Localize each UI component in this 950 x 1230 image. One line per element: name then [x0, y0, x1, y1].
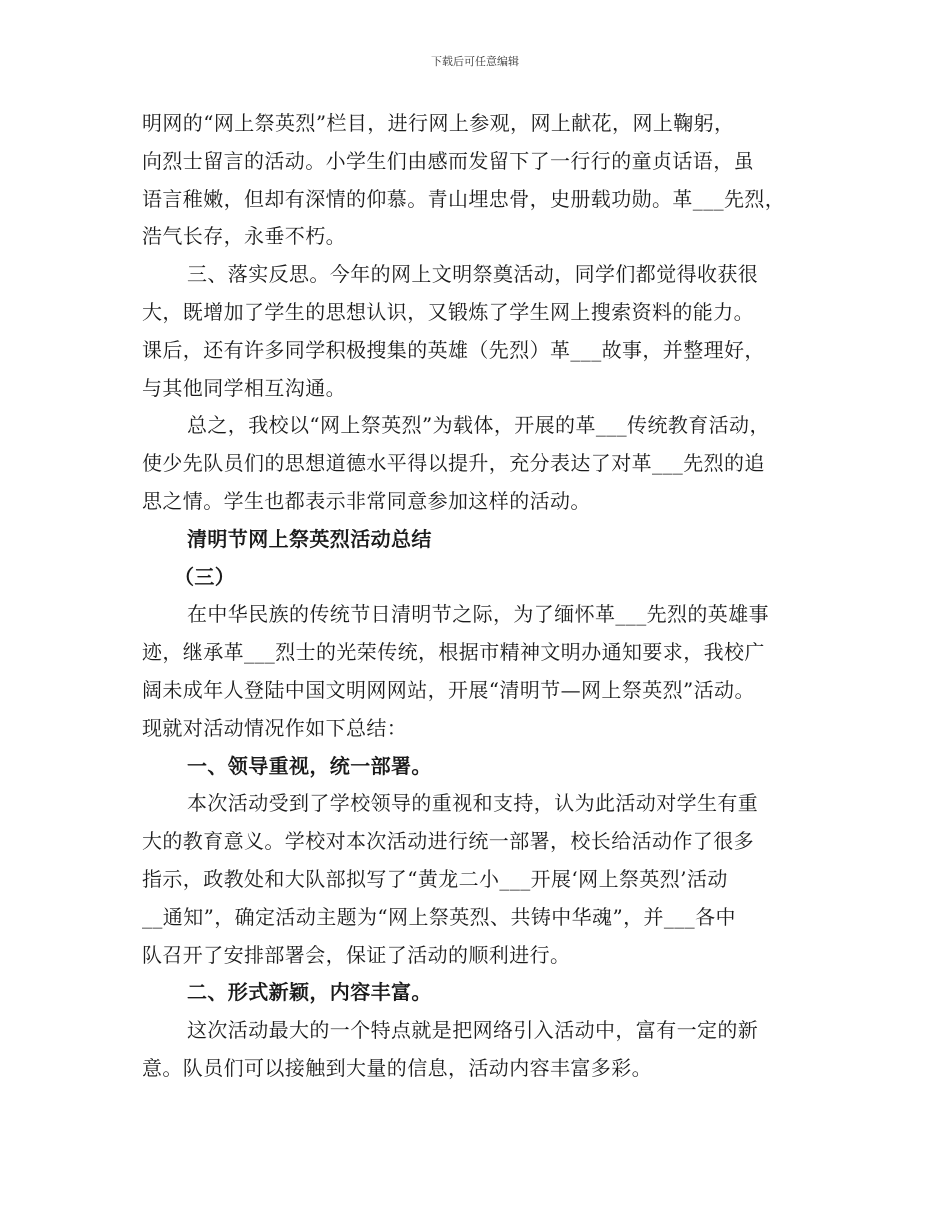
text-line: 向烈士留言的活动。小学生们由感而发留下了一行行的童贞话语，虽	[142, 148, 754, 173]
text-line: 语言稚嫩，但却有深情的仰慕。青山埋忠骨，史册载功勋。革___先烈，	[142, 186, 786, 211]
text-line: 意。队员们可以接触到大量的信息，活动内容丰富多彩。	[142, 1055, 652, 1080]
text-line: 思之情。学生也都表示非常同意参加这样的活动。	[142, 488, 591, 513]
text-line: 明网的“网上祭英烈”栏目，进行网上参观，网上献花，网上鞠躬，	[142, 111, 735, 135]
text-line: 使少先队员们的思想道德水平得以提升，充分表达了对革___先烈的追	[142, 451, 765, 476]
text-line: 大，既增加了学生的思想认识，又锻炼了学生网上搜索资料的能力。	[142, 299, 754, 324]
section-subtitle: （三）	[174, 564, 236, 589]
text-line: 指示，政教处和大队部拟写了“黄龙二小___开展‘网上祭英烈’活动	[142, 866, 728, 891]
page-header: 下载后可任意编辑	[431, 55, 519, 68]
text-line: 与其他同学相互沟通。	[142, 375, 346, 400]
paragraph-start: 本次活动受到了学校领导的重视和支持，认为此活动对学生有重	[187, 791, 759, 816]
text-line: 迹，继承革___烈士的光荣传统，根据市精神文明办通知要求，我校广	[142, 640, 765, 665]
section-title: 清明节网上祭英烈活动总结	[187, 526, 432, 551]
paragraph-start: 三、落实反思。今年的网上文明祭奠活动，同学们都觉得收获很	[187, 262, 759, 287]
section-heading: 二、形式新颖，内容丰富。	[187, 980, 432, 1005]
text-line: __通知”，确定活动主题为“网上祭英烈、共铸中华魂”，并___各中	[142, 904, 736, 929]
paragraph-start: 这次活动最大的一个特点就是把网络引入活动中，富有一定的新	[187, 1018, 759, 1043]
text-line: 大的教育意义。学校对本次活动进行统一部署，校长给活动作了很多	[142, 829, 754, 854]
section-heading: 一、领导重视，统一部署。	[187, 753, 432, 778]
paragraph-start: 总之，我校以“网上祭英烈”为载体，开展的革___传统教育活动，	[187, 413, 770, 438]
text-line: 浩气长存，永垂不朽。	[142, 224, 346, 249]
text-line: 课后，还有许多同学积极搜集的英雄（先烈）革___故事，并整理好，	[142, 337, 765, 362]
text-line: 队召开了安排部署会，保证了活动的顺利进行。	[142, 942, 571, 967]
paragraph-start: 在中华民族的传统节日清明节之际，为了缅怀革___先烈的英雄事	[187, 602, 769, 627]
text-line: 现就对活动情况作如下总结：	[142, 715, 408, 740]
text-line: 阔未成年人登陆中国文明网网站，开展“清明节—网上祭英烈”活动。	[142, 677, 755, 702]
document-body	[142, 105, 832, 1088]
